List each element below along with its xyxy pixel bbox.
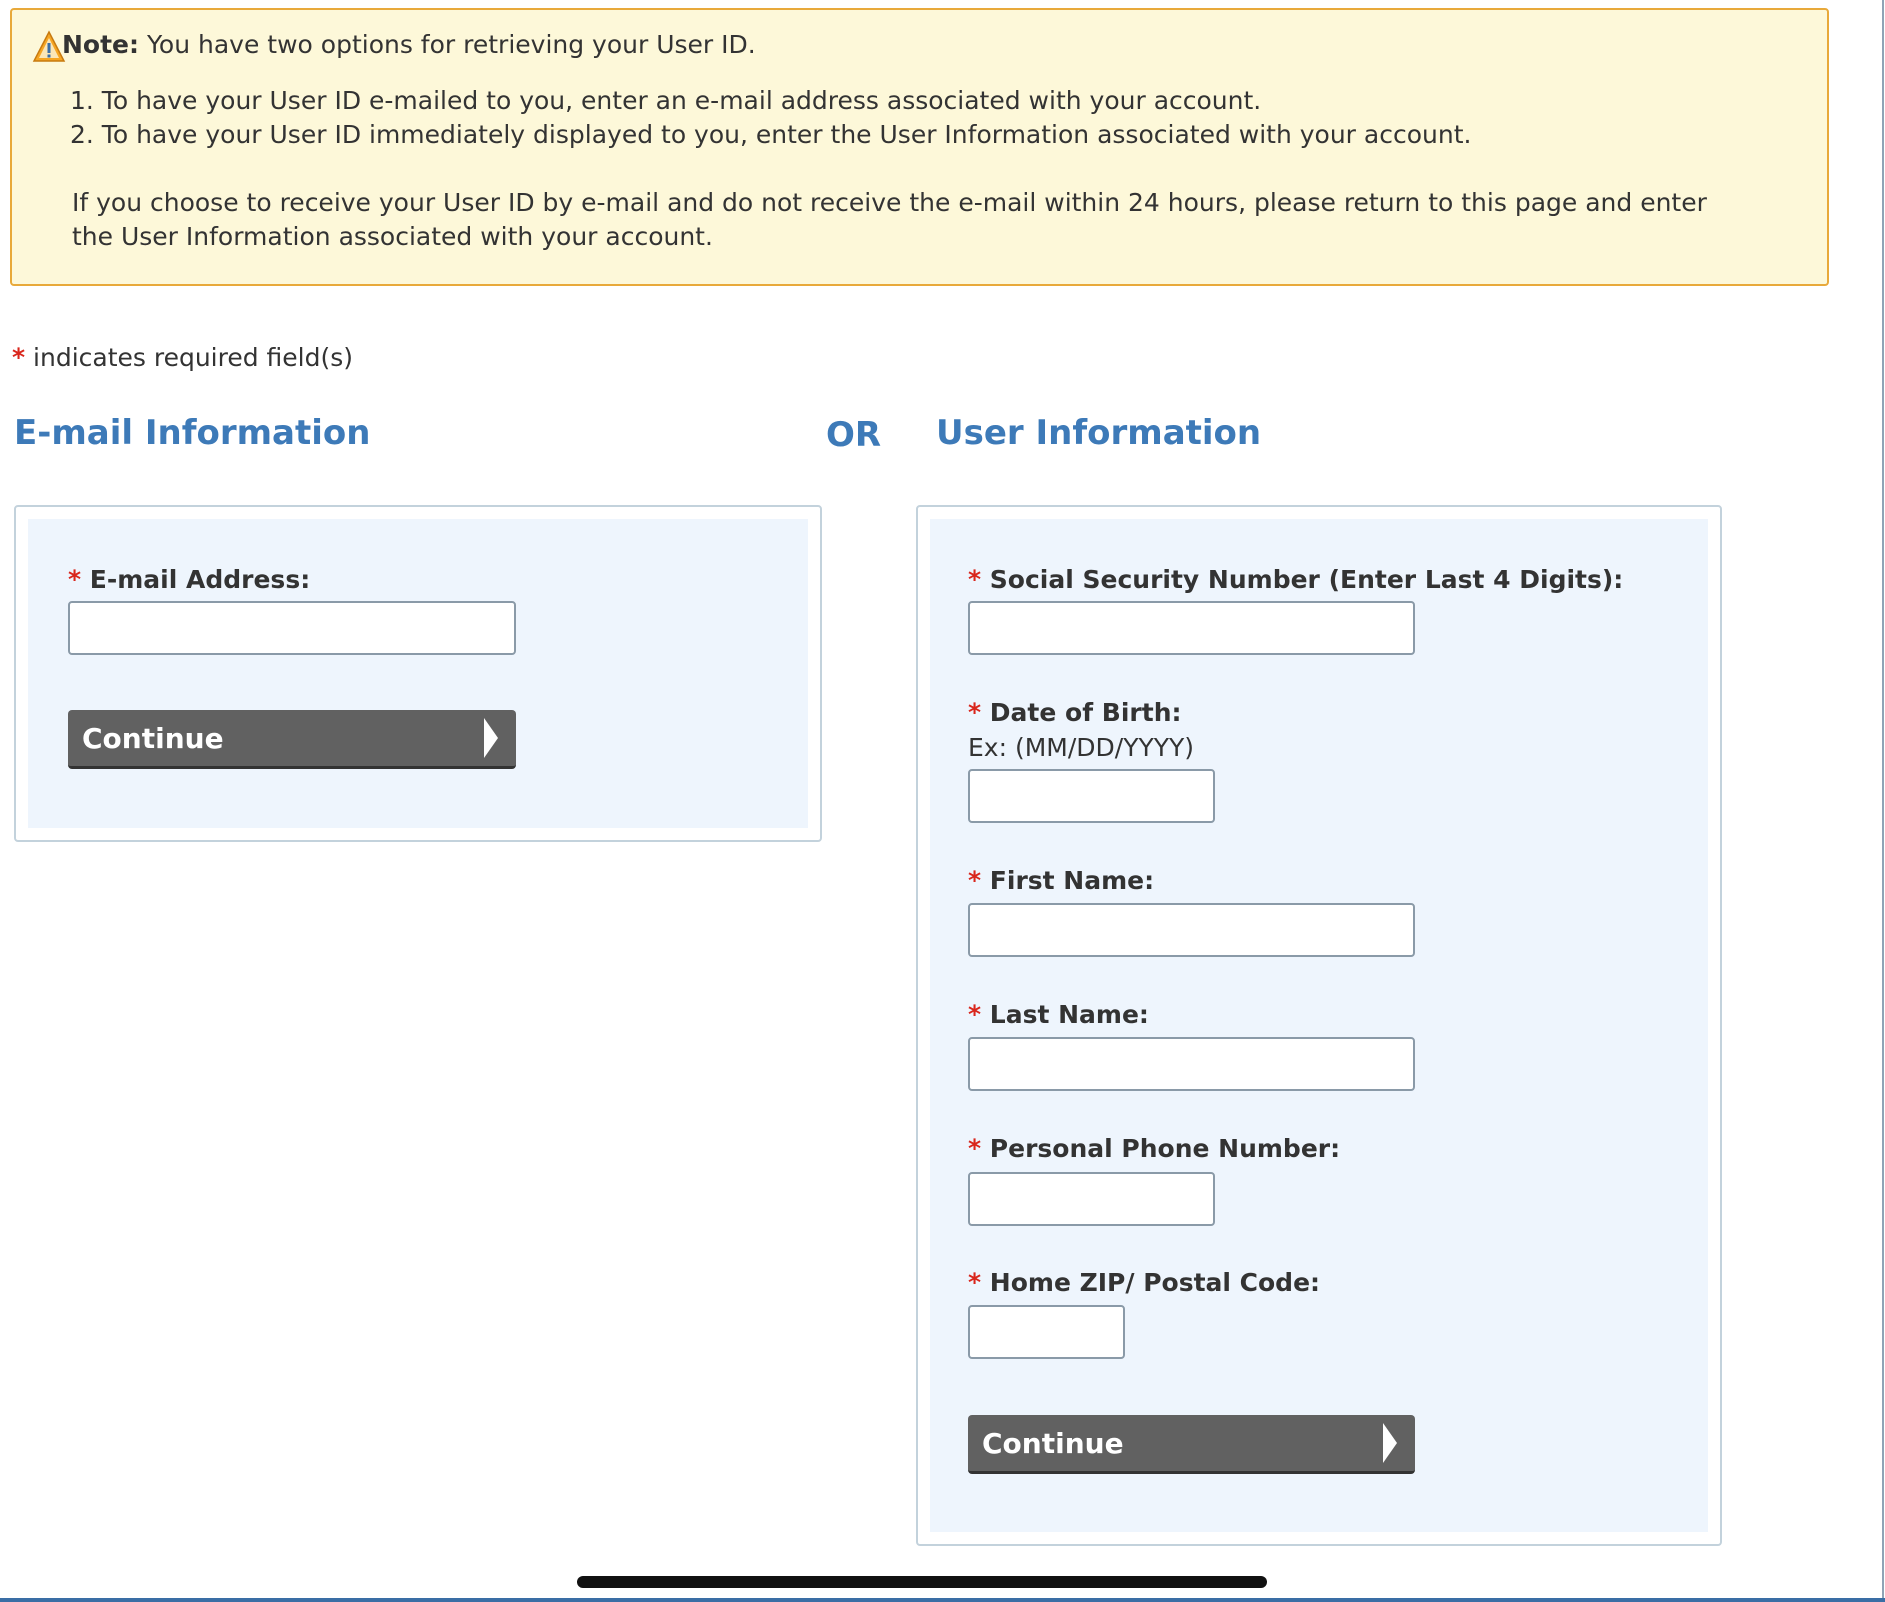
note-option-2: 2. To have your User ID immediately displayed to you, enter the User Information associated with your account. <box>70 120 1472 149</box>
or-divider: OR <box>826 415 882 455</box>
email-panel-body <box>28 519 808 828</box>
ssn-input[interactable] <box>968 601 1415 655</box>
bottom-border <box>0 1598 1885 1602</box>
zip-input[interactable] <box>968 1305 1125 1359</box>
email-panel <box>14 505 822 842</box>
dob-hint: Ex: (MM/DD/YYYY) <box>968 733 1195 762</box>
page-edge <box>1882 0 1884 1602</box>
user-info-panel-body <box>930 519 1708 1532</box>
user-section-heading: User Information <box>936 413 1262 453</box>
required-legend <box>12 343 353 372</box>
email-input[interactable] <box>68 601 516 655</box>
phone-label: * Personal Phone Number: <box>968 1134 1341 1163</box>
required-text: indicates required field(s) <box>33 343 354 372</box>
warning-icon <box>32 30 66 64</box>
first-name-label: * First Name: <box>968 866 1155 895</box>
arrow-right-icon <box>484 718 498 758</box>
phone-input[interactable] <box>968 1172 1215 1226</box>
email-section-heading: E-mail Information <box>14 413 371 453</box>
email-label: * E-mail Address: <box>68 565 311 594</box>
arrow-right-icon <box>1383 1423 1397 1463</box>
dob-input[interactable] <box>968 769 1215 823</box>
note-option-1: 1. To have your User ID e-mailed to you, enter an e-mail address associated with your account. <box>70 86 1262 115</box>
note-title: Note: <box>62 30 140 59</box>
note-intro: You have two options for retrieving your User ID. <box>146 30 756 59</box>
dob-label: * Date of Birth: <box>968 698 1182 727</box>
note-box <box>10 8 1829 286</box>
zip-label: * Home ZIP/ Postal Code: <box>968 1268 1321 1297</box>
user-info-panel <box>916 505 1722 1546</box>
note-footer-line-1: If you choose to receive your User ID by e-mail and do not receive the e-mail within 24 hours, please return to this page and enter <box>72 188 1707 217</box>
last-name-label: * Last Name: <box>968 1000 1149 1029</box>
required-star: * <box>12 343 26 372</box>
email-continue-button[interactable]: Continue <box>68 710 516 769</box>
user-info-continue-button[interactable]: Continue <box>968 1415 1415 1474</box>
ssn-label: * Social Security Number (Enter Last 4 Digits): <box>968 565 1624 594</box>
home-indicator[interactable] <box>577 1576 1267 1588</box>
last-name-input[interactable] <box>968 1037 1415 1091</box>
note-footer-line-2: the User Information associated with your account. <box>72 222 713 251</box>
first-name-input[interactable] <box>968 903 1415 957</box>
